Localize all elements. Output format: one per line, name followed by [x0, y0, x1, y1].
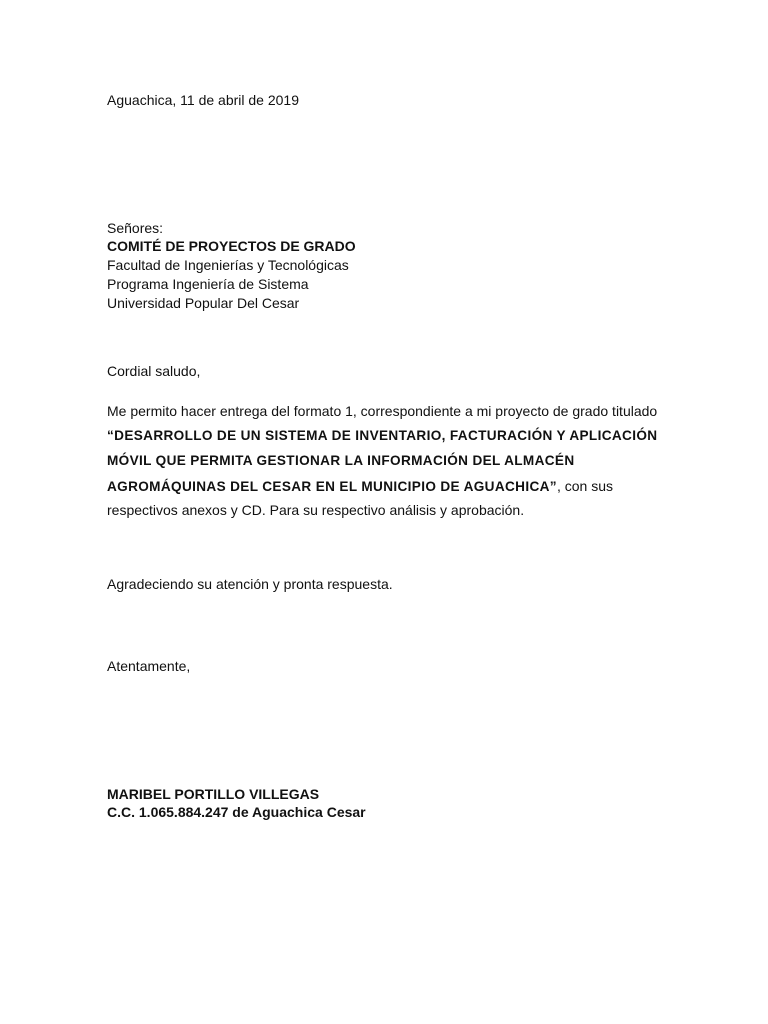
body-closing-line: respectivos anexos y CD. Para su respectivo análisis y aprobación. — [107, 502, 525, 518]
recipient-salutation: Señores: — [107, 220, 164, 236]
recipient-committee: COMITÉ DE PROYECTOS DE GRADO — [107, 238, 356, 254]
recipient-program: Programa Ingeniería de Sistema — [107, 276, 309, 292]
project-title-line-3-row — [107, 477, 613, 496]
signature-name: MARIBEL PORTILLO VILLEGAS — [107, 786, 320, 802]
signoff: Atentamente, — [107, 658, 191, 674]
recipient-university: Universidad Popular Del Cesar — [107, 295, 300, 311]
date-line: Aguachica, 11 de abril de 2019 — [107, 92, 299, 108]
body-intro: Me permito hacer entrega del formato 1, correspondiente a mi proyecto de grado titulado — [107, 403, 658, 419]
signature-id: C.C. 1.065.884.247 de Aguachica Cesar — [107, 804, 366, 820]
project-title-line-3-tail: , con sus — [556, 478, 613, 494]
thanks-line: Agradeciendo su atención y pronta respuesta. — [107, 576, 393, 592]
greeting: Cordial saludo, — [107, 363, 201, 379]
project-title-line-2: MÓVIL QUE PERMITA GESTIONAR LA INFORMACIÓN DEL ALMACÉN — [107, 453, 575, 468]
recipient-faculty: Facultad de Ingenierías y Tecnológicas — [107, 257, 349, 273]
project-title-line-1: “DESARROLLO DE UN SISTEMA DE INVENTARIO, FACTURACIÓN Y APLICACIÓN — [107, 428, 658, 443]
project-title-line-3: AGROMÁQUINAS DEL CESAR EN EL MUNICIPIO DE AGUACHICA” — [107, 479, 557, 494]
